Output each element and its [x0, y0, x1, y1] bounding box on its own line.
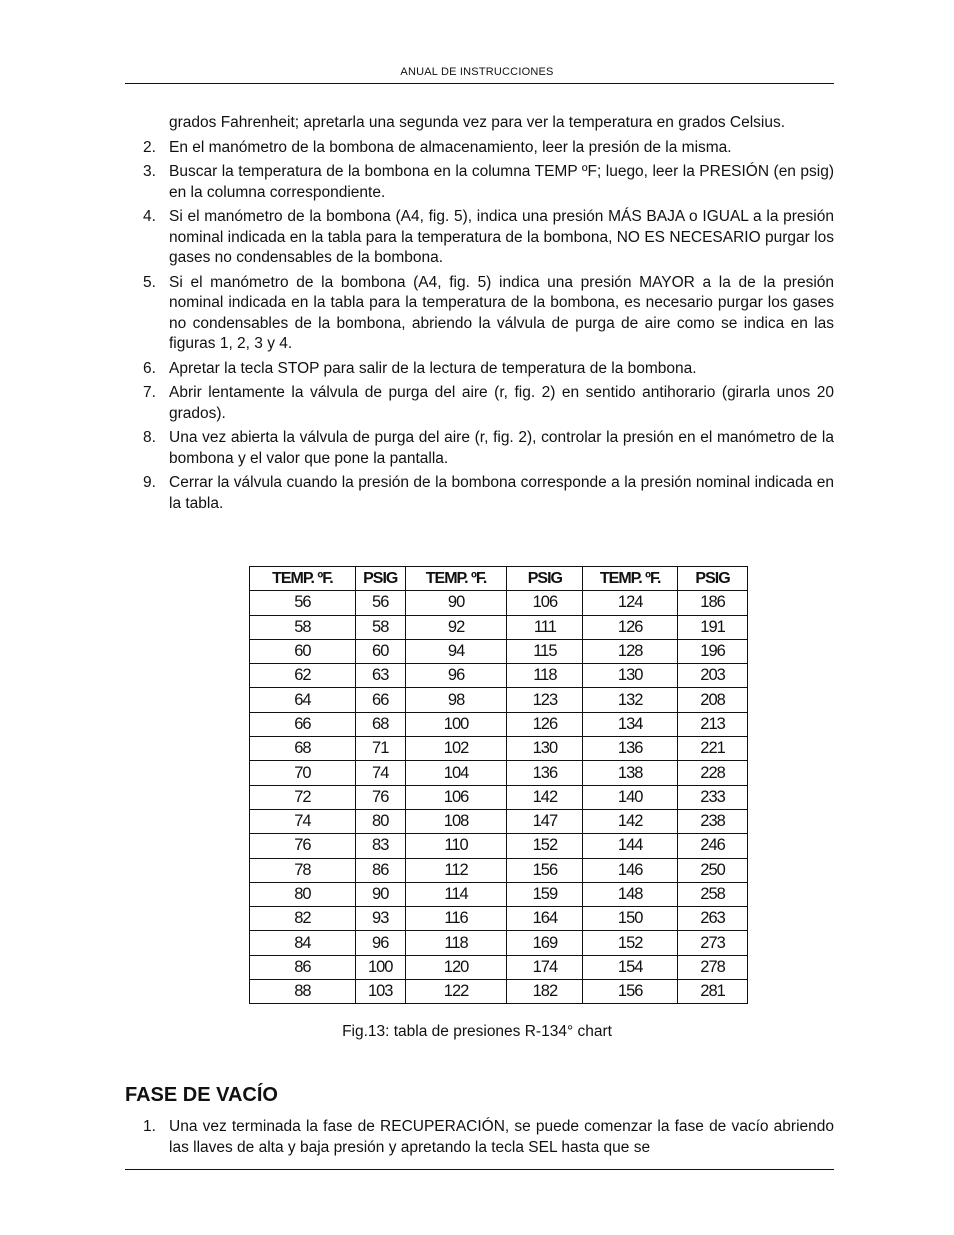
- table-cell: 80: [250, 882, 356, 906]
- table-cell: 138: [583, 761, 678, 785]
- table-cell: 66: [250, 712, 356, 736]
- step-text: Cerrar la válvula cuando la presión de la bombona corresponde a la presión nominal indicada en la tabla.: [169, 474, 834, 512]
- step-text: En el manómetro de la bombona de almacenamiento, leer la presión de la misma.: [169, 138, 732, 156]
- table-cell: 86: [355, 858, 405, 882]
- table-row: [250, 882, 748, 906]
- list-item: [125, 162, 834, 203]
- table-cell: 246: [678, 834, 748, 858]
- step-number: 2.: [143, 138, 156, 156]
- table-cell: 203: [678, 664, 748, 688]
- section-heading: FASE DE VACÍO: [125, 1084, 278, 1106]
- step-text: Una vez terminada la fase de RECUPERACIÓN, se puede comenzar la fase de vacío abriendo las llaves de alta y baja presión y apretando la tecla SEL hasta que se: [169, 1118, 834, 1156]
- table-cell: 96: [405, 664, 507, 688]
- steps-list: [125, 138, 834, 515]
- table-cell: 120: [405, 955, 507, 979]
- table-cell: 124: [583, 591, 678, 615]
- table-cell: 278: [678, 955, 748, 979]
- table-cell: 156: [583, 980, 678, 1004]
- table-cell: 93: [355, 907, 405, 931]
- table-row: [250, 980, 748, 1004]
- list-item: [125, 473, 834, 514]
- table-cell: 174: [507, 955, 583, 979]
- table-cell: 82: [250, 907, 356, 931]
- table-cell: 76: [355, 785, 405, 809]
- table-cell: 130: [583, 664, 678, 688]
- table-cell: 186: [678, 591, 748, 615]
- table-cell: 152: [507, 834, 583, 858]
- table-cell: 100: [405, 712, 507, 736]
- table-cell: 96: [355, 931, 405, 955]
- table-cell: 191: [678, 615, 748, 639]
- page-header-title: ANUAL DE INSTRUCCIONES: [400, 66, 554, 78]
- table-cell: 140: [583, 785, 678, 809]
- table-cell: 281: [678, 980, 748, 1004]
- table-cell: 196: [678, 639, 748, 663]
- table-cell: 154: [583, 955, 678, 979]
- table-cell: 64: [250, 688, 356, 712]
- table-cell: 142: [507, 785, 583, 809]
- table-cell: 118: [507, 664, 583, 688]
- table-cell: 136: [583, 737, 678, 761]
- table-cell: 126: [507, 712, 583, 736]
- table-row: [250, 639, 748, 663]
- section-body: [125, 1113, 834, 1158]
- table-cell: 110: [405, 834, 507, 858]
- table-cell: 84: [250, 931, 356, 955]
- table-cell: 63: [355, 664, 405, 688]
- table-cell: 208: [678, 688, 748, 712]
- table-cell: 74: [355, 761, 405, 785]
- table-cell: 130: [507, 737, 583, 761]
- table-cell: 169: [507, 931, 583, 955]
- table-cell: 98: [405, 688, 507, 712]
- list-item: [125, 207, 834, 269]
- table-cell: 68: [355, 712, 405, 736]
- table-cell: 103: [355, 980, 405, 1004]
- list-item: [125, 138, 834, 159]
- table-cell: 60: [250, 639, 356, 663]
- table-cell: 213: [678, 712, 748, 736]
- table-cell: 233: [678, 785, 748, 809]
- table-cell: 146: [583, 858, 678, 882]
- table-cell: 80: [355, 809, 405, 833]
- table-cell: 90: [405, 591, 507, 615]
- step-text: Buscar la temperatura de la bombona en la columna TEMP ºF; luego, leer la PRESIÓN (en psig) en la columna correspondiente.: [169, 163, 834, 201]
- table-row: [250, 761, 748, 785]
- table-row: [250, 858, 748, 882]
- table-cell: 152: [583, 931, 678, 955]
- table-cell: 150: [583, 907, 678, 931]
- table-cell: 58: [355, 615, 405, 639]
- header-rule: [125, 83, 834, 84]
- step-text: Si el manómetro de la bombona (A4, fig. 5) indica una presión MAYOR a la de la presión nominal indicada en la tabla para la temperatura de la bombona, es necesario purgar los gases no condensables de la bombona, abriendo la válvula de purga de aire como se indica en las figuras 1, 2, 3 y 4.: [169, 273, 834, 352]
- table-cell: 104: [405, 761, 507, 785]
- table-cell: 142: [583, 809, 678, 833]
- table-cell: 102: [405, 737, 507, 761]
- table-cell: 132: [583, 688, 678, 712]
- table-cell: 144: [583, 834, 678, 858]
- column-header: PSIG: [355, 567, 405, 591]
- list-item: [125, 383, 834, 424]
- table-body: [250, 591, 748, 1004]
- step-text: Una vez abierta la válvula de purga del aire (r, fig. 2), controlar la presión en el manómetro de la bombona y el valor que pone la pantalla.: [169, 429, 834, 467]
- table-cell: 134: [583, 712, 678, 736]
- table-cell: 136: [507, 761, 583, 785]
- column-header: PSIG: [678, 567, 748, 591]
- table-cell: 68: [250, 737, 356, 761]
- table-row: [250, 591, 748, 615]
- instructions-body: [125, 113, 834, 514]
- table-row: [250, 955, 748, 979]
- table-caption: Fig.13: tabla de presiones R-134° chart: [342, 1023, 612, 1040]
- table-row: [250, 809, 748, 833]
- table-row: [250, 615, 748, 639]
- table-cell: 123: [507, 688, 583, 712]
- table-row: [250, 737, 748, 761]
- table-cell: 156: [507, 858, 583, 882]
- table-cell: 111: [507, 615, 583, 639]
- footer-rule: [125, 1169, 834, 1170]
- table-cell: 56: [355, 591, 405, 615]
- table-cell: 238: [678, 809, 748, 833]
- table-cell: 76: [250, 834, 356, 858]
- step-number: 4.: [143, 208, 156, 225]
- table-cell: 70: [250, 761, 356, 785]
- step-number: 8.: [143, 429, 156, 446]
- table-cell: 159: [507, 882, 583, 906]
- table-cell: 164: [507, 907, 583, 931]
- column-header: PSIG: [507, 567, 583, 591]
- table-cell: 60: [355, 639, 405, 663]
- table-cell: 62: [250, 664, 356, 688]
- table-cell: 114: [405, 882, 507, 906]
- table-row: [250, 712, 748, 736]
- table-cell: 273: [678, 931, 748, 955]
- table-cell: 100: [355, 955, 405, 979]
- list-item: [125, 1117, 834, 1158]
- list-item: [125, 273, 834, 355]
- table-cell: 66: [355, 688, 405, 712]
- table-header-row: [250, 567, 748, 591]
- step-number: 5.: [143, 273, 156, 291]
- column-header: TEMP. ºF.: [405, 567, 507, 591]
- table-cell: 116: [405, 907, 507, 931]
- step-text: Abrir lentamente la válvula de purga del aire (r, fig. 2) en sentido antihorario (girarla unos 20 grados).: [169, 384, 834, 422]
- table-cell: 90: [355, 882, 405, 906]
- table-cell: 258: [678, 882, 748, 906]
- table-cell: 228: [678, 761, 748, 785]
- table-cell: 56: [250, 591, 356, 615]
- step-number: 9.: [143, 474, 156, 491]
- table-row: [250, 834, 748, 858]
- table-cell: 94: [405, 639, 507, 663]
- table-cell: 108: [405, 809, 507, 833]
- table-cell: 92: [405, 615, 507, 639]
- table-cell: 86: [250, 955, 356, 979]
- table-cell: 221: [678, 737, 748, 761]
- table-cell: 78: [250, 858, 356, 882]
- section-steps-list: [125, 1117, 834, 1158]
- table-cell: 88: [250, 980, 356, 1004]
- table-row: [250, 785, 748, 809]
- table-cell: 263: [678, 907, 748, 931]
- table-cell: 118: [405, 931, 507, 955]
- table-cell: 106: [405, 785, 507, 809]
- step-number: 7.: [143, 384, 156, 401]
- table-cell: 122: [405, 980, 507, 1004]
- step-text: Si el manómetro de la bombona (A4, fig. 5), indica una presión MÁS BAJA o IGUAL a la presión nominal indicada en la tabla para la temperatura de la bombona, NO ES NECESARIO purgar los gases no condensables de la bombona.: [169, 208, 834, 266]
- pressure-table: [249, 566, 748, 1004]
- table-cell: 83: [355, 834, 405, 858]
- table-row: [250, 907, 748, 931]
- table-row: [250, 688, 748, 712]
- table-row: [250, 931, 748, 955]
- column-header: TEMP. ºF.: [583, 567, 678, 591]
- list-item: [125, 359, 834, 380]
- table-cell: 250: [678, 858, 748, 882]
- table-cell: 115: [507, 639, 583, 663]
- table-cell: 112: [405, 858, 507, 882]
- list-item: [125, 428, 834, 469]
- table-cell: 147: [507, 809, 583, 833]
- table-row: [250, 664, 748, 688]
- table-cell: 72: [250, 785, 356, 809]
- step-number: 1.: [143, 1118, 156, 1135]
- table-cell: 128: [583, 639, 678, 663]
- step-text: Apretar la tecla STOP para salir de la lectura de temperatura de la bombona.: [169, 359, 697, 377]
- table-cell: 74: [250, 809, 356, 833]
- table-cell: 58: [250, 615, 356, 639]
- table-cell: 126: [583, 615, 678, 639]
- table-cell: 71: [355, 737, 405, 761]
- step-number: 3.: [143, 163, 156, 180]
- column-header: TEMP. ºF.: [250, 567, 356, 591]
- intro-continuation: grados Fahrenheit; apretarla una segunda vez para ver la temperatura en grados Celsius.: [169, 114, 786, 131]
- table-cell: 106: [507, 591, 583, 615]
- table-cell: 182: [507, 980, 583, 1004]
- step-number: 6.: [143, 359, 156, 377]
- table-cell: 148: [583, 882, 678, 906]
